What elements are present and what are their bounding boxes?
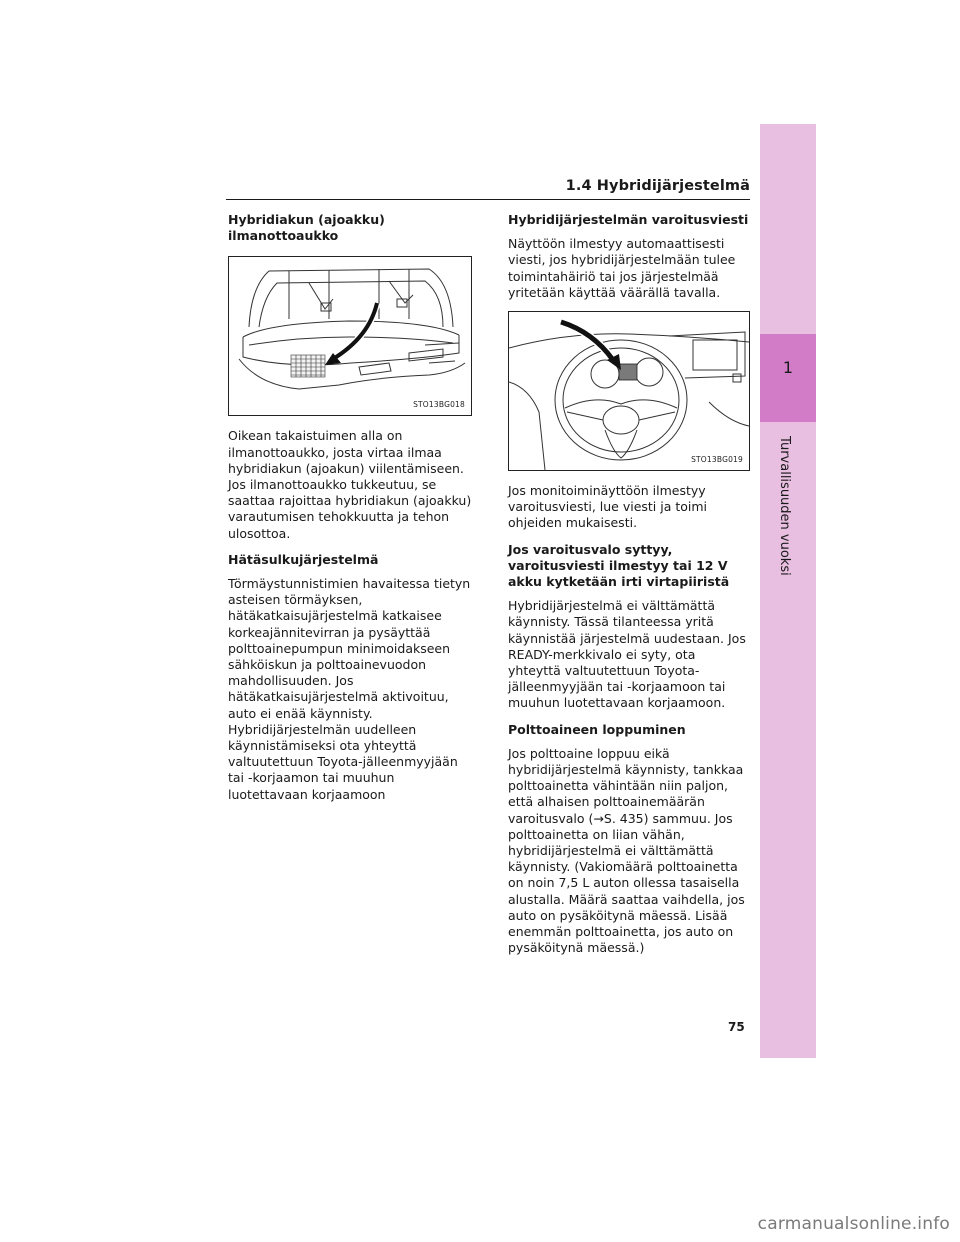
- air-intake-grille: [291, 355, 325, 377]
- header-title: 1.4 Hybridijärjestelmä: [565, 178, 750, 194]
- chapter-tab-active: [760, 334, 816, 422]
- watermark-text: carmanualsonline.info: [757, 1214, 950, 1234]
- paragraph-restart: Hybridijärjestelmä ei välttämättä käynnisty. Tässä tilanteessa yritä käynnistää järjestelmä uudestaan. Jos READY-merkkivalo ei syty, ota yhteyttä valtuutettuun Toyota-jälleenmyyjään tai -korjaamoon tai muuhun luotettavaan korjaamoon.: [508, 598, 746, 711]
- paragraph-air-intake: Oikean takaistuimen alla on ilmanottoaukko, josta virtaa ilmaa hybridiakun (ajoakun) viilentämiseen. Jos ilmanottoaukko tukkeutuu, se saattaa rajoittaa hybridiakun (ajoakku) varautumisen tehokkuutta ja tehon ulosottoa.: [228, 428, 472, 541]
- figure-rear-seat-air-intake: [228, 256, 472, 416]
- heading-warning-message: Hybridijärjestelmän varoitusviesti: [508, 212, 749, 227]
- heading-emergency-shutoff: Hätäsulkujärjestelmä: [228, 551, 379, 567]
- heading-air-intake: Hybridiakun (ajoakku) ilmanottoaukko: [228, 212, 385, 244]
- header-rule: [226, 199, 750, 200]
- pointer-arrow: [333, 303, 377, 359]
- paragraph-fuel-runout: Jos polttoaine loppuu eikä hybridijärjestelmä käynnisty, tankkaa polttoainetta vähintään niin paljon, että alhaisen polttoainemäärän varoitusvalo (→S. 435) sammuu. Jos polttoainetta on liian vähän, hybridijärjestelmä ei välttämättä käynnisty. (Vakiomäärä polttoainetta on noin 7,5 L auton ollessa tasaisella alustalla. Määrä saattaa vaihdella, jos auto on pysäköitynä mäessä. Lisää enemmän polttoainetta, jos auto on pysäköitynä mäessä.): [508, 745, 745, 956]
- pointer-arrow: [561, 322, 613, 360]
- page-number: 75: [728, 1020, 745, 1034]
- right-column: [508, 212, 752, 967]
- heading-warning-light: Jos varoitusvalo syttyy, varoitusviesti ilmestyy tai 12 V akku kytketään irti virtapiiristä: [508, 541, 730, 590]
- heading-fuel-runout: Polttoaineen loppuminen: [508, 721, 686, 737]
- paragraph-emergency-shutoff: Törmäystunnistimien havaitessa tietyn asteisen törmäyksen, hätäkatkaisujärjestelmä katkaisee korkeajännitevirran ja pysäyttää polttoainepumpun minimoidakseen sähköiskun ja polttoainevuodon mahdollisuuden. Jos hätäkatkaisujärjestelmä aktivoituu, auto ei enää käynnisty. Hybridijärjestelmän uudelleen käynnistämiseksi ota yhteyttä valtuutettuun Toyota-jälleenmyyjään tai -korjaamon tai muuhun luotettavaan korjaamoon: [228, 576, 471, 802]
- chapter-label-container: [770, 436, 804, 616]
- left-column: [228, 212, 472, 813]
- figure-code: STO13BG019: [691, 454, 743, 464]
- figure-code: STO13BG018: [413, 400, 465, 410]
- steering-wheel-illustration: [509, 312, 749, 470]
- multi-information-display: [619, 364, 637, 380]
- figure-steering-wheel-display: [508, 311, 750, 471]
- chapter-number: 1: [782, 358, 794, 377]
- paragraph-read-message: Jos monitoiminäyttöön ilmestyy varoitusviesti, lue viesti ja toimi ohjeiden mukaisesti.: [508, 483, 708, 531]
- rear-seat-illustration: [229, 257, 471, 415]
- paragraph-warning-message: Näyttöön ilmestyy automaattisesti viesti, jos hybridijärjestelmään tulee toimintahäiriö tai jos järjestelmää yritetään käyttää väärällä tavalla.: [508, 236, 736, 300]
- chapter-label: Turvallisuuden vuoksi: [777, 436, 792, 576]
